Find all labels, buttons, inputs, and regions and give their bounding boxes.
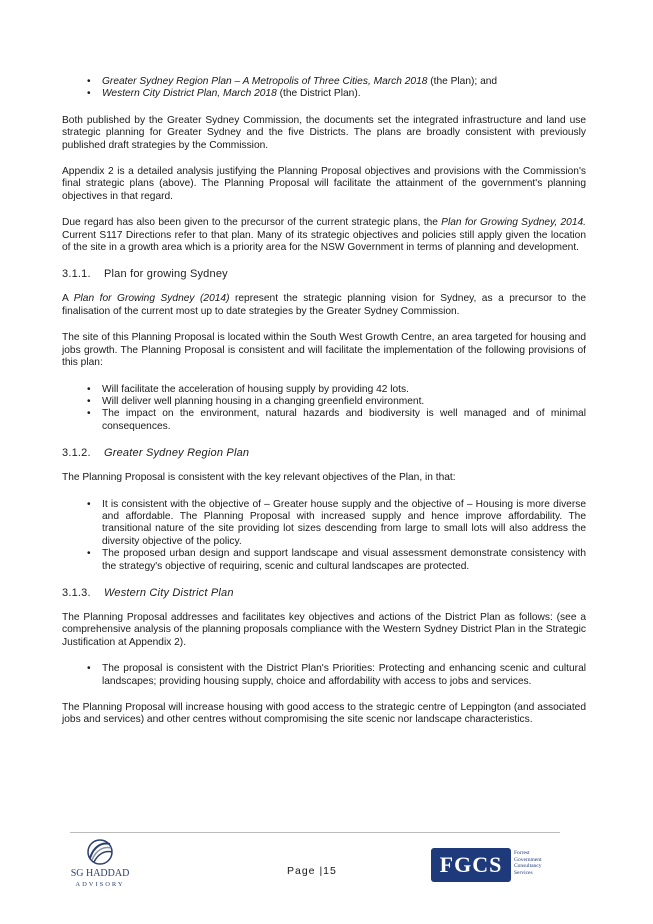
section-heading-3-1-3: 3.1.3. Western City District Plan [62, 586, 234, 599]
paragraph: Both published by the Greater Sydney Commission, the documents set the integrated infrastructure and land use strategic planning for Greater Sydney and the five Districts. The plans are broadly consistent with previously published draft strategies by the Commission. [62, 114, 586, 151]
section-heading-3-1-2: 3.1.2. Greater Sydney Region Plan [62, 447, 250, 460]
paragraph: Appendix 2 is a detailed analysis justifying the Planning Proposal objectives and provisions with the Commission's final strategic plans (above). The Planning Proposal will facilitate the attainment of the government's planning objectives in that regard. [62, 166, 586, 202]
svg-text:ADVISORY: ADVISORY [75, 881, 125, 888]
sg-haddad-logo [62, 838, 142, 888]
page-number: Page |15 [287, 865, 337, 877]
section-heading-3-1-1: 3.1.1. Plan for growing Sydney [62, 268, 228, 281]
document-body [62, 76, 586, 741]
paragraph: The Planning Proposal will increase housing with good access to the strategic centre of Leppington (and associated jobs and services) and other centres without compromising the site scenic nor landscape characteristics. [62, 702, 586, 726]
svg-text:SG HADDAD: SG HADDAD [70, 868, 130, 879]
paragraph: The site of this Planning Proposal is located within the South West Growth Centre, an area targeted for housing and jobs growth. The Planning Proposal is consistent and will facilitate the implementation of the following provisions of this plan: [62, 332, 586, 369]
fgcs-logo-mark: FGCS [431, 848, 511, 882]
fgcs-logo [431, 848, 561, 884]
list-item: • Will facilitate the acceleration of housing supply by providing 42 lots. [87, 383, 409, 395]
list-item: • Will deliver well planning housing in a changing greenfield environment. [87, 395, 425, 407]
list-item: • Greater Sydney Region Plan – A Metropolis of Three Cities, March 2018 (the Plan); and [87, 76, 498, 87]
bullet-list [62, 663, 586, 688]
list-item: • The impact on the environment, natural hazards and biodiversity is well managed and of minimal consequences. [87, 408, 586, 432]
paragraph: Due regard has also been given to the precursor of the current strategic plans, the Plan for Growing Sydney, 2014. Current S117 Directions refer to that plan. Many of its strategic objectives and policies still apply given the location of the site in a growth area which is a priority area for the NSW Government in terms of planning and development. [62, 217, 586, 254]
intro-bullet-list [62, 76, 586, 101]
sg-haddad-logo-icon [62, 838, 142, 890]
list-item: • It is consistent with the objective of – Greater house supply and the objective of – Housing is more diverse and affordable. The Planning Proposal with increased supply and hence improve affordability. The transitional nature of the site providing lot sizes descending from large to small lots will also address the diversity objective of the policy. [87, 498, 586, 547]
fgcs-logo-text: Forrest Government Consultancy Services [514, 850, 542, 876]
list-item: • The proposed urban design and support landscape and visual assessment demonstrate consistency with the strategy's objective of requiring, scenic and cultural landscapes are protected. [87, 548, 586, 572]
paragraph: A Plan for Growing Sydney (2014) represent the strategic planning vision for Sydney, as a precursor to the finalisation of the current most up to date strategies by the Greater Sydney Commission. [62, 293, 586, 317]
paragraph: The Planning Proposal is consistent with the key relevant objectives of the Plan, in that: [62, 472, 456, 484]
bullet-list [62, 384, 586, 434]
paragraph: The Planning Proposal addresses and facilitates key objectives and actions of the District Plan as follows: (see a comprehensive analysis of the planning proposals compliance with the Western Sydney District Plan in the Strategic Justification at Appendix 2). [62, 611, 586, 648]
list-item: • The proposal is consistent with the District Plan's Priorities: Protecting and enhancing scenic and cultural landscapes; providing housing supply, choice and affordability with access to jobs and services. [87, 663, 586, 687]
footer-divider [70, 832, 560, 833]
bullet-list [62, 499, 586, 573]
list-item: • Western City District Plan, March 2018 (the District Plan). [87, 88, 361, 100]
